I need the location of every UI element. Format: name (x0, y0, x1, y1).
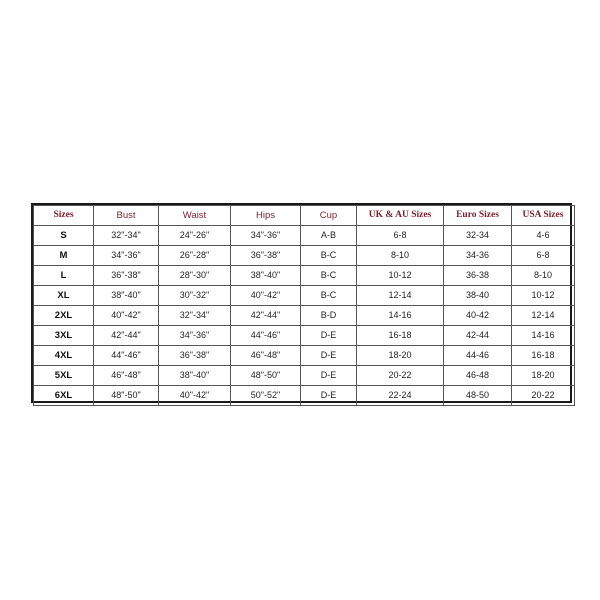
cell-bust: 32"-34" (94, 226, 159, 246)
cell-cup: B-C (301, 286, 357, 306)
cell-size: 2XL (34, 306, 94, 326)
cell-bust: 48"-50" (94, 386, 159, 406)
cell-euro: 36-38 (444, 266, 512, 286)
cell-hips: 46"-48" (231, 346, 301, 366)
cell-cup: D-E (301, 386, 357, 406)
cell-hips: 36"-38" (231, 246, 301, 266)
cell-waist: 28"-30" (159, 266, 231, 286)
cell-euro: 42-44 (444, 326, 512, 346)
cell-usa: 18-20 (512, 366, 575, 386)
cell-uk-au: 18-20 (357, 346, 444, 366)
cell-usa: 20-22 (512, 386, 575, 406)
table-row (34, 346, 575, 366)
cell-bust: 38"-40" (94, 286, 159, 306)
cell-waist: 40"-42" (159, 386, 231, 406)
cell-usa: 6-8 (512, 246, 575, 266)
header-hips: Hips (231, 206, 301, 226)
cell-bust: 40"-42" (94, 306, 159, 326)
cell-cup: B-C (301, 266, 357, 286)
cell-euro: 32-34 (444, 226, 512, 246)
header-sizes: Sizes (34, 206, 94, 226)
table-row (34, 326, 575, 346)
cell-size: S (34, 226, 94, 246)
cell-cup: A-B (301, 226, 357, 246)
header-cup: Cup (301, 206, 357, 226)
cell-hips: 50"-52" (231, 386, 301, 406)
cell-cup: D-E (301, 346, 357, 366)
cell-cup: D-E (301, 366, 357, 386)
cell-cup: B-D (301, 306, 357, 326)
cell-size: 6XL (34, 386, 94, 406)
cell-uk-au: 12-14 (357, 286, 444, 306)
cell-usa: 4-6 (512, 226, 575, 246)
cell-hips: 38"-40" (231, 266, 301, 286)
cell-size: M (34, 246, 94, 266)
table-row (34, 366, 575, 386)
cell-euro: 46-48 (444, 366, 512, 386)
table-row (34, 286, 575, 306)
cell-usa: 14-16 (512, 326, 575, 346)
table-row (34, 266, 575, 286)
cell-waist: 24"-26" (159, 226, 231, 246)
cell-hips: 34"-36" (231, 226, 301, 246)
cell-euro: 38-40 (444, 286, 512, 306)
cell-usa: 16-18 (512, 346, 575, 366)
cell-uk-au: 22-24 (357, 386, 444, 406)
size-chart-table (33, 205, 575, 406)
cell-waist: 34"-36" (159, 326, 231, 346)
cell-uk-au: 16-18 (357, 326, 444, 346)
cell-euro: 40-42 (444, 306, 512, 326)
table-row (34, 306, 575, 326)
cell-euro: 44-46 (444, 346, 512, 366)
cell-waist: 32"-34" (159, 306, 231, 326)
cell-bust: 34"-36" (94, 246, 159, 266)
cell-hips: 40"-42" (231, 286, 301, 306)
cell-bust: 42"-44" (94, 326, 159, 346)
cell-uk-au: 10-12 (357, 266, 444, 286)
table-row (34, 386, 575, 406)
header-uk-au-sizes: UK & AU Sizes (357, 206, 444, 226)
header-waist: Waist (159, 206, 231, 226)
cell-uk-au: 14-16 (357, 306, 444, 326)
cell-uk-au: 8-10 (357, 246, 444, 266)
cell-waist: 38"-40" (159, 366, 231, 386)
cell-size: 5XL (34, 366, 94, 386)
header-usa-sizes: USA Sizes (512, 206, 575, 226)
cell-hips: 42"-44" (231, 306, 301, 326)
cell-uk-au: 20-22 (357, 366, 444, 386)
cell-bust: 36"-38" (94, 266, 159, 286)
cell-usa: 12-14 (512, 306, 575, 326)
cell-cup: D-E (301, 326, 357, 346)
cell-size: L (34, 266, 94, 286)
header-bust: Bust (94, 206, 159, 226)
cell-hips: 44"-46" (231, 326, 301, 346)
cell-size: XL (34, 286, 94, 306)
cell-size: 3XL (34, 326, 94, 346)
cell-usa: 8-10 (512, 266, 575, 286)
cell-size: 4XL (34, 346, 94, 366)
cell-waist: 36"-38" (159, 346, 231, 366)
table-row (34, 246, 575, 266)
cell-euro: 34-36 (444, 246, 512, 266)
cell-usa: 10-12 (512, 286, 575, 306)
cell-bust: 46"-48" (94, 366, 159, 386)
table-row (34, 226, 575, 246)
cell-euro: 48-50 (444, 386, 512, 406)
header-row (34, 206, 575, 226)
header-euro-sizes: Euro Sizes (444, 206, 512, 226)
cell-cup: B-C (301, 246, 357, 266)
cell-waist: 30"-32" (159, 286, 231, 306)
cell-bust: 44"-46" (94, 346, 159, 366)
cell-waist: 26"-28" (159, 246, 231, 266)
size-chart (31, 203, 572, 403)
cell-uk-au: 6-8 (357, 226, 444, 246)
cell-hips: 48"-50" (231, 366, 301, 386)
